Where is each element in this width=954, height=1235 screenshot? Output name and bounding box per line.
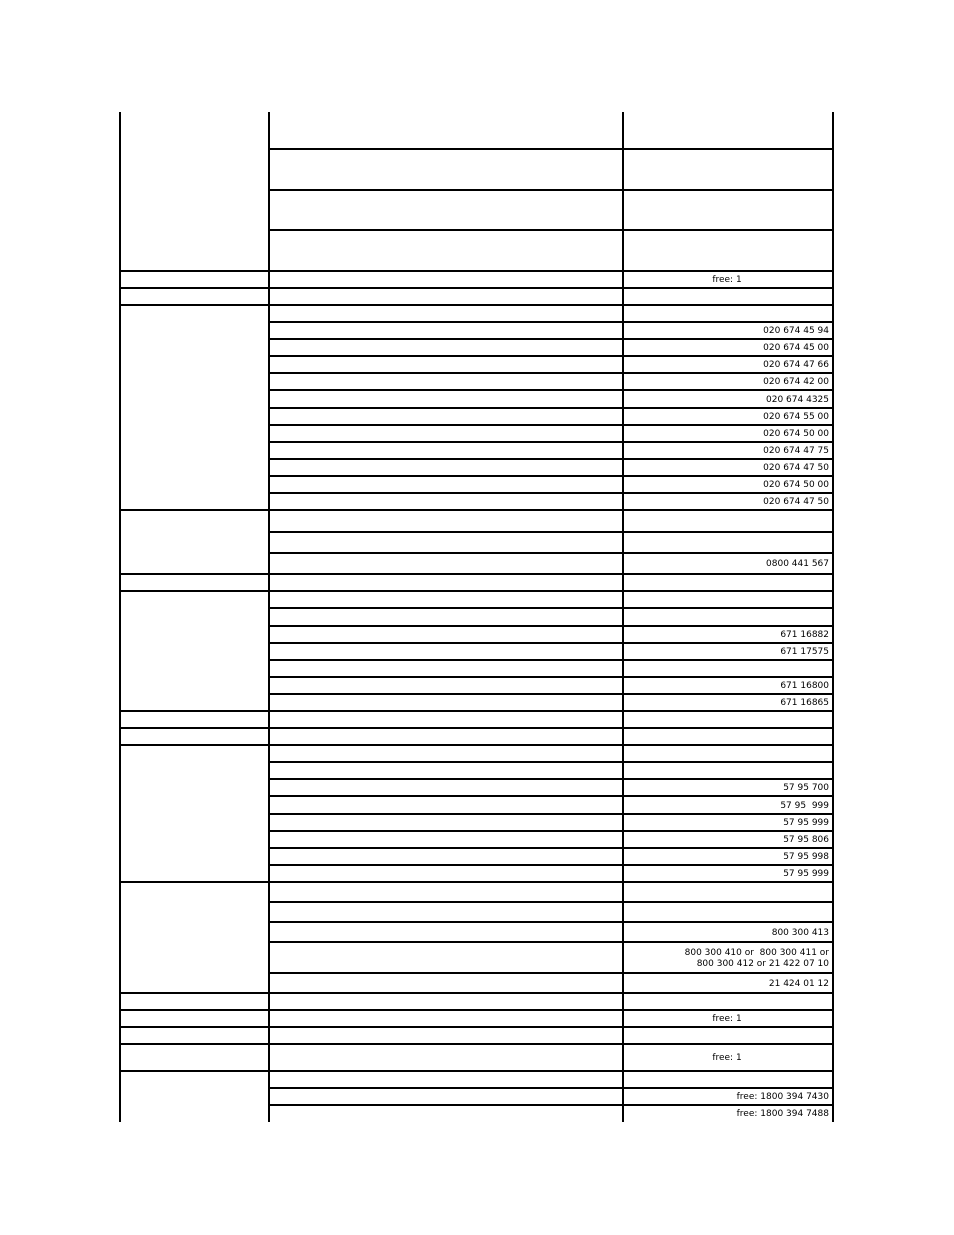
row-border — [120, 727, 834, 729]
table-cell-phone: 020 674 4325 — [766, 395, 829, 405]
row-border — [269, 458, 834, 460]
table-cell-phone: free: 1800 394 7430 — [736, 1092, 829, 1102]
row-border — [120, 710, 834, 712]
table-cell-phone: 671 16800 — [780, 681, 829, 691]
table-cell-phone: 020 674 42 00 — [763, 377, 829, 387]
row-border — [269, 693, 834, 695]
table-cell-phone: 21 424 01 12 — [768, 979, 829, 989]
row-border — [269, 864, 834, 866]
table-cell-phone: 020 674 55 00 — [763, 412, 829, 422]
table-cell-phone: 57 95 999 — [780, 801, 829, 811]
row-border — [269, 813, 834, 815]
table-cell-phone: 020 674 47 75 — [763, 446, 829, 456]
row-border — [269, 372, 834, 374]
row-border — [269, 338, 834, 340]
table-cell-phone: 020 674 50 00 — [763, 480, 829, 490]
row-border — [269, 389, 834, 391]
row-border — [269, 778, 834, 780]
row-border — [269, 761, 834, 763]
row-border — [269, 475, 834, 477]
row-border — [120, 287, 834, 289]
table-cell-phone: 671 17575 — [780, 647, 829, 657]
table-cell-phone: 800 300 413 — [771, 928, 829, 938]
table-cell-phone: 671 16865 — [780, 698, 829, 708]
table-cell-phone: 57 95 700 — [783, 783, 829, 793]
table-cell-phone: 57 95 999 — [783, 869, 829, 879]
row-border — [269, 531, 834, 533]
row-border — [120, 1009, 834, 1011]
row-border — [269, 676, 834, 678]
row-border — [269, 441, 834, 443]
table-cell-phone: 020 674 47 66 — [763, 360, 829, 370]
table-cell-phone: 671 16882 — [780, 630, 829, 640]
row-border — [269, 1104, 834, 1106]
row-border — [269, 625, 834, 627]
row-border — [269, 795, 834, 797]
row-border — [269, 659, 834, 661]
table-cell-phone: 020 674 47 50 — [763, 497, 829, 507]
row-border — [120, 304, 834, 306]
row-border — [269, 321, 834, 323]
row-border — [269, 607, 834, 609]
table-cell-phone: 020 674 45 00 — [763, 343, 829, 353]
table-cell-phone: 800 300 410 or 800 300 411 or 800 300 412 or 21 422 07 10 — [684, 948, 829, 969]
column-border-1 — [268, 112, 270, 1122]
row-border — [269, 148, 834, 150]
column-border-2 — [622, 112, 624, 1122]
row-border — [120, 590, 834, 592]
row-border — [120, 881, 834, 883]
row-border — [120, 270, 834, 272]
table-cell-phone: 020 674 45 94 — [763, 326, 829, 336]
row-border — [269, 229, 834, 231]
row-border — [269, 355, 834, 357]
row-border — [120, 1043, 834, 1045]
row-border — [269, 901, 834, 903]
row-border — [269, 407, 834, 409]
row-border — [120, 509, 834, 511]
table-cell-phone: 57 95 999 — [783, 818, 829, 828]
row-border — [269, 189, 834, 191]
table-cell-phone: free: 1 — [712, 275, 742, 285]
column-border-left — [119, 112, 121, 1122]
table-cell-phone: free: 1 — [712, 1014, 742, 1024]
table-cell-phone: 020 674 47 50 — [763, 463, 829, 473]
row-border — [269, 972, 834, 974]
row-border — [269, 1087, 834, 1089]
row-border — [269, 552, 834, 554]
table-cell-phone: free: 1 — [712, 1053, 742, 1063]
row-border — [269, 424, 834, 426]
table-cell-phone: 57 95 998 — [783, 852, 829, 862]
row-border — [269, 941, 834, 943]
table-cell-phone: 020 674 50 00 — [763, 429, 829, 439]
column-border-right — [832, 112, 834, 1122]
row-border — [269, 921, 834, 923]
row-border — [120, 1026, 834, 1028]
row-border — [120, 573, 834, 575]
row-border — [120, 1070, 834, 1072]
row-border — [269, 492, 834, 494]
table-cell-phone: 0800 441 567 — [766, 559, 829, 569]
table-cell-phone: free: 1800 394 7488 — [736, 1109, 829, 1119]
row-border — [269, 830, 834, 832]
row-border — [120, 744, 834, 746]
row-border — [269, 642, 834, 644]
table-cell-phone: 57 95 806 — [783, 835, 829, 845]
row-border — [120, 992, 834, 994]
row-border — [269, 847, 834, 849]
